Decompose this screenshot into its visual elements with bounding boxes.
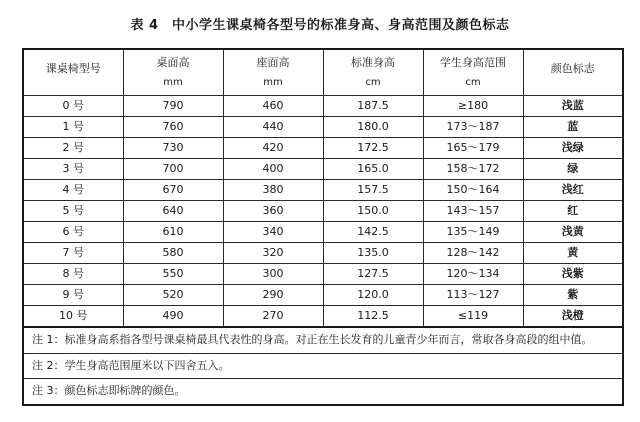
cell-seat-height: 300 [223, 264, 323, 285]
cell-standard-height: 157.5 [323, 180, 423, 201]
cell-height-range: 158～172 [423, 159, 523, 180]
cell-height-range: 120～134 [423, 264, 523, 285]
cell-standard-height: 150.0 [323, 201, 423, 222]
cell-color-label: 浅蓝 [523, 96, 623, 117]
cell-seat-height: 460 [223, 96, 323, 117]
cell-height-range: ≤119 [423, 306, 523, 328]
cell-standard-height: 180.0 [323, 117, 423, 138]
cell-desk-height: 700 [123, 159, 223, 180]
cell-model: 6 号 [23, 222, 123, 243]
header-cell: 课桌椅型号 [23, 49, 123, 96]
cell-model: 1 号 [23, 117, 123, 138]
cell-desk-height: 730 [123, 138, 223, 159]
cell-height-range: 165～179 [423, 138, 523, 159]
header-cell: 学生身高范围 cm [423, 49, 523, 96]
cell-desk-height: 490 [123, 306, 223, 328]
table-row [23, 159, 623, 180]
table-row [23, 201, 623, 222]
cell-height-range: 143～157 [423, 201, 523, 222]
table-row [23, 222, 623, 243]
cell-model: 2 号 [23, 138, 123, 159]
cell-color-label: 浅红 [523, 180, 623, 201]
note-1: 注 1：标准身高系指各型号课桌椅最具代表性的身高。对正在生长发育的儿童青少年而言，常取各身高段的组中值。 [32, 333, 593, 346]
note-row [23, 353, 623, 379]
cell-height-range: ≥180 [423, 96, 523, 117]
table-row [23, 96, 623, 117]
table-row [23, 117, 623, 138]
cell-model: 5 号 [23, 201, 123, 222]
cell-height-range: 150～164 [423, 180, 523, 201]
note-row [23, 327, 623, 353]
cell-seat-height: 420 [223, 138, 323, 159]
header-cell: 标准身高 cm [323, 49, 423, 96]
header-cell: 颜色标志 [523, 49, 623, 96]
cell-standard-height: 120.0 [323, 285, 423, 306]
cell-seat-height: 290 [223, 285, 323, 306]
cell-seat-height: 440 [223, 117, 323, 138]
cell-standard-height: 187.5 [323, 96, 423, 117]
cell-desk-height: 550 [123, 264, 223, 285]
cell-desk-height: 520 [123, 285, 223, 306]
note-2: 注 2：学生身高范围厘米以下四舍五入。 [32, 358, 230, 372]
cell-seat-height: 340 [223, 222, 323, 243]
cell-model: 9 号 [23, 285, 123, 306]
cell-seat-height: 400 [223, 159, 323, 180]
cell-model: 3 号 [23, 159, 123, 180]
cell-model: 10 号 [23, 306, 123, 328]
header-cell: 桌面高 mm [123, 49, 223, 96]
table-title: 表 4 中小学生课桌椅各型号的标准身高、身高范围及颜色标志 [130, 18, 510, 33]
cell-standard-height: 127.5 [323, 264, 423, 285]
header-row [23, 49, 623, 96]
cell-seat-height: 320 [223, 243, 323, 264]
cell-standard-height: 112.5 [323, 306, 423, 328]
cell-height-range: 173～187 [423, 117, 523, 138]
table-row [23, 138, 623, 159]
cell-height-range: 113～127 [423, 285, 523, 306]
cell-color-label: 浅黄 [523, 222, 623, 243]
table-row [23, 264, 623, 285]
cell-desk-height: 580 [123, 243, 223, 264]
cell-color-label: 浅绿 [523, 138, 623, 159]
cell-color-label: 绿 [523, 159, 623, 180]
cell-desk-height: 640 [123, 201, 223, 222]
cell-color-label: 浅紫 [523, 264, 623, 285]
header-cell: 座面高 mm [223, 49, 323, 96]
cell-standard-height: 172.5 [323, 138, 423, 159]
cell-height-range: 135～149 [423, 222, 523, 243]
cell-desk-height: 790 [123, 96, 223, 117]
table-row [23, 285, 623, 306]
desk-chair-table [22, 48, 624, 406]
cell-height-range: 128～142 [423, 243, 523, 264]
cell-seat-height: 360 [223, 201, 323, 222]
cell-model: 8 号 [23, 264, 123, 285]
cell-seat-height: 380 [223, 180, 323, 201]
cell-seat-height: 270 [223, 306, 323, 328]
cell-model: 4 号 [23, 180, 123, 201]
cell-color-label: 黄 [523, 243, 623, 264]
cell-standard-height: 165.0 [323, 159, 423, 180]
note-3: 注 3：颜色标志即标牌的颜色。 [32, 384, 186, 398]
cell-model: 7 号 [23, 243, 123, 264]
table-row [23, 180, 623, 201]
cell-color-label: 红 [523, 201, 623, 222]
note-row [23, 379, 623, 405]
cell-color-label: 蓝 [523, 117, 623, 138]
cell-model: 0 号 [23, 96, 123, 117]
cell-color-label: 浅橙 [523, 306, 623, 328]
cell-desk-height: 760 [123, 117, 223, 138]
table-row [23, 306, 623, 328]
cell-standard-height: 142.5 [323, 222, 423, 243]
cell-desk-height: 670 [123, 180, 223, 201]
cell-color-label: 紫 [523, 285, 623, 306]
cell-standard-height: 135.0 [323, 243, 423, 264]
table-row [23, 243, 623, 264]
cell-desk-height: 610 [123, 222, 223, 243]
